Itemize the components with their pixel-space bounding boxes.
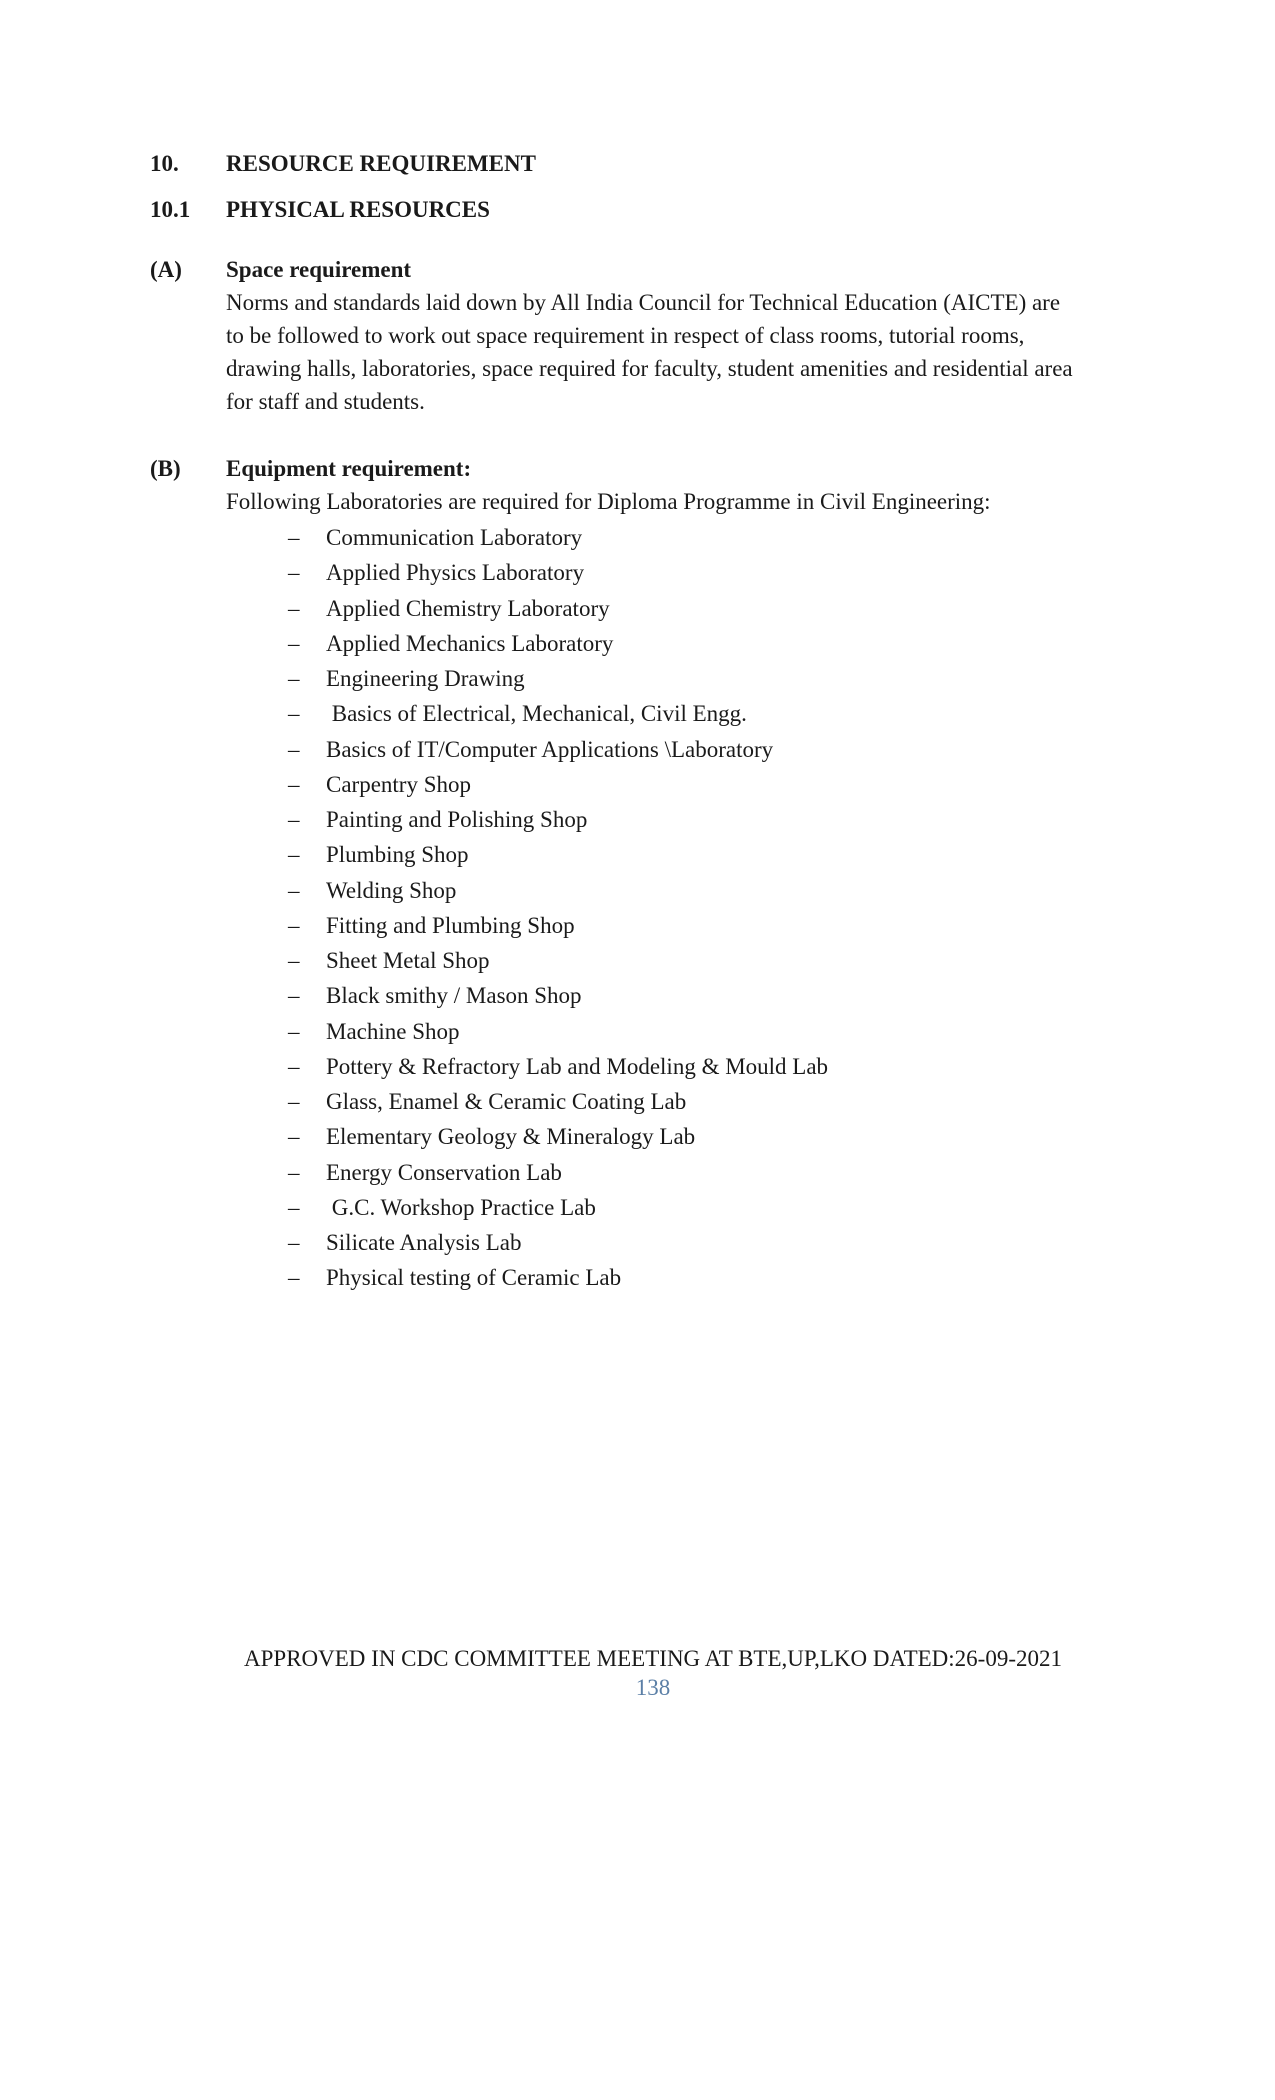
lab-name: Glass, Enamel & Ceramic Coating Lab: [326, 1089, 687, 1114]
list-item: [288, 626, 828, 661]
bullet-dash: –: [288, 771, 300, 797]
lab-name: Plumbing Shop: [326, 842, 469, 868]
subsection-title: PHYSICAL RESOURCES: [226, 197, 490, 222]
bullet-dash: –: [288, 701, 300, 727]
bullet-dash: –: [288, 1089, 300, 1114]
bullet-dash: –: [288, 1053, 300, 1079]
lab-name: Elementary Geology & Mineralogy Lab: [326, 1124, 696, 1150]
lab-name: Welding Shop: [326, 877, 457, 903]
lab-name: Carpentry Shop: [326, 771, 472, 797]
page-number: 138: [635, 1675, 671, 1700]
bullet-dash: –: [288, 1124, 300, 1150]
bullet-dash: –: [288, 595, 300, 621]
list-item: [288, 1084, 828, 1119]
bullet-dash: –: [288, 807, 300, 832]
bullet-dash: –: [288, 1018, 300, 1044]
list-item: [288, 802, 828, 837]
list-item: [288, 520, 828, 555]
list-item: [288, 696, 828, 731]
lab-name: Machine Shop: [326, 1018, 460, 1044]
bullet-dash: –: [288, 666, 300, 691]
list-item: [288, 908, 828, 943]
list-item: [288, 732, 828, 767]
list-item: [288, 1014, 828, 1049]
list-item: [288, 943, 828, 978]
lab-name: Physical testing of Ceramic Lab: [326, 1265, 622, 1291]
lab-name: Energy Conservation Lab: [326, 1159, 562, 1185]
bullet-dash: –: [288, 1159, 300, 1185]
space-marker: (A): [150, 257, 182, 282]
list-item: [288, 591, 828, 626]
list-item: [288, 1225, 828, 1260]
space-line: drawing halls, laboratories, space required for faculty, student amenities and residential area: [226, 356, 1073, 381]
list-item: [288, 555, 828, 590]
lab-name: Applied Chemistry Laboratory: [326, 595, 610, 621]
list-item: [288, 837, 828, 872]
equipment-marker: (B): [150, 456, 181, 481]
list-item: [288, 1155, 828, 1190]
bullet-dash: –: [288, 1194, 300, 1220]
lab-name: Black smithy / Mason Shop: [326, 983, 582, 1009]
list-item: [288, 767, 828, 802]
bullet-dash: –: [288, 948, 300, 973]
lab-name: Applied Physics Laboratory: [326, 560, 585, 586]
bullet-dash: –: [288, 983, 300, 1009]
bullet-dash: –: [288, 1230, 300, 1255]
list-item: [288, 873, 828, 908]
space-line: Norms and standards laid down by All India Council for Technical Education (AICTE) are: [226, 290, 1061, 315]
space-paragraph: [226, 286, 1156, 418]
bullet-dash: –: [288, 630, 300, 656]
list-item: [288, 1049, 828, 1084]
space-line: to be followed to work out space requirement in respect of class rooms, tutorial rooms,: [226, 323, 1025, 348]
list-item: [288, 978, 828, 1013]
bullet-dash: –: [288, 736, 300, 762]
list-item: [288, 1260, 828, 1295]
subsection-number: 10.1: [150, 197, 191, 222]
bullet-dash: –: [288, 560, 300, 586]
section-number: 10.: [150, 151, 179, 176]
lab-name: Basics of Electrical, Mechanical, Civil Engg.: [326, 701, 747, 727]
section-title: RESOURCE REQUIREMENT: [226, 151, 536, 176]
lab-name: G.C. Workshop Practice Lab: [326, 1194, 596, 1220]
bullet-dash: –: [288, 525, 300, 550]
approval-footer: APPROVED IN CDC COMMITTEE MEETING AT BTE,UP,LKO DATED:26-09-2021: [244, 1646, 1062, 1671]
lab-name: Pottery & Refractory Lab and Modeling & Mould Lab: [326, 1053, 829, 1079]
lab-name: Communication Laboratory: [326, 525, 583, 550]
bullet-dash: –: [288, 1265, 300, 1291]
lab-name: Sheet Metal Shop: [326, 948, 490, 973]
lab-name: Painting and Polishing Shop: [326, 807, 588, 832]
equipment-intro: Following Laboratories are required for Diploma Programme in Civil Engineering:: [226, 489, 991, 514]
lab-name: Engineering Drawing: [326, 666, 525, 691]
bullet-dash: –: [288, 877, 300, 903]
lab-name: Applied Mechanics Laboratory: [326, 630, 614, 656]
lab-name: Fitting and Plumbing Shop: [326, 912, 575, 938]
list-item: [288, 1190, 828, 1225]
space-line: for staff and students.: [226, 389, 425, 414]
list-item: [288, 1119, 828, 1154]
lab-name: Basics of IT/Computer Applications \Laboratory: [326, 736, 774, 762]
lab-list: [288, 520, 828, 1296]
bullet-dash: –: [288, 912, 300, 938]
lab-name: Silicate Analysis Lab: [326, 1230, 522, 1255]
bullet-dash: –: [288, 842, 300, 868]
list-item: [288, 661, 828, 696]
space-title: Space requirement: [226, 257, 412, 282]
equipment-title: Equipment requirement:: [226, 456, 472, 481]
